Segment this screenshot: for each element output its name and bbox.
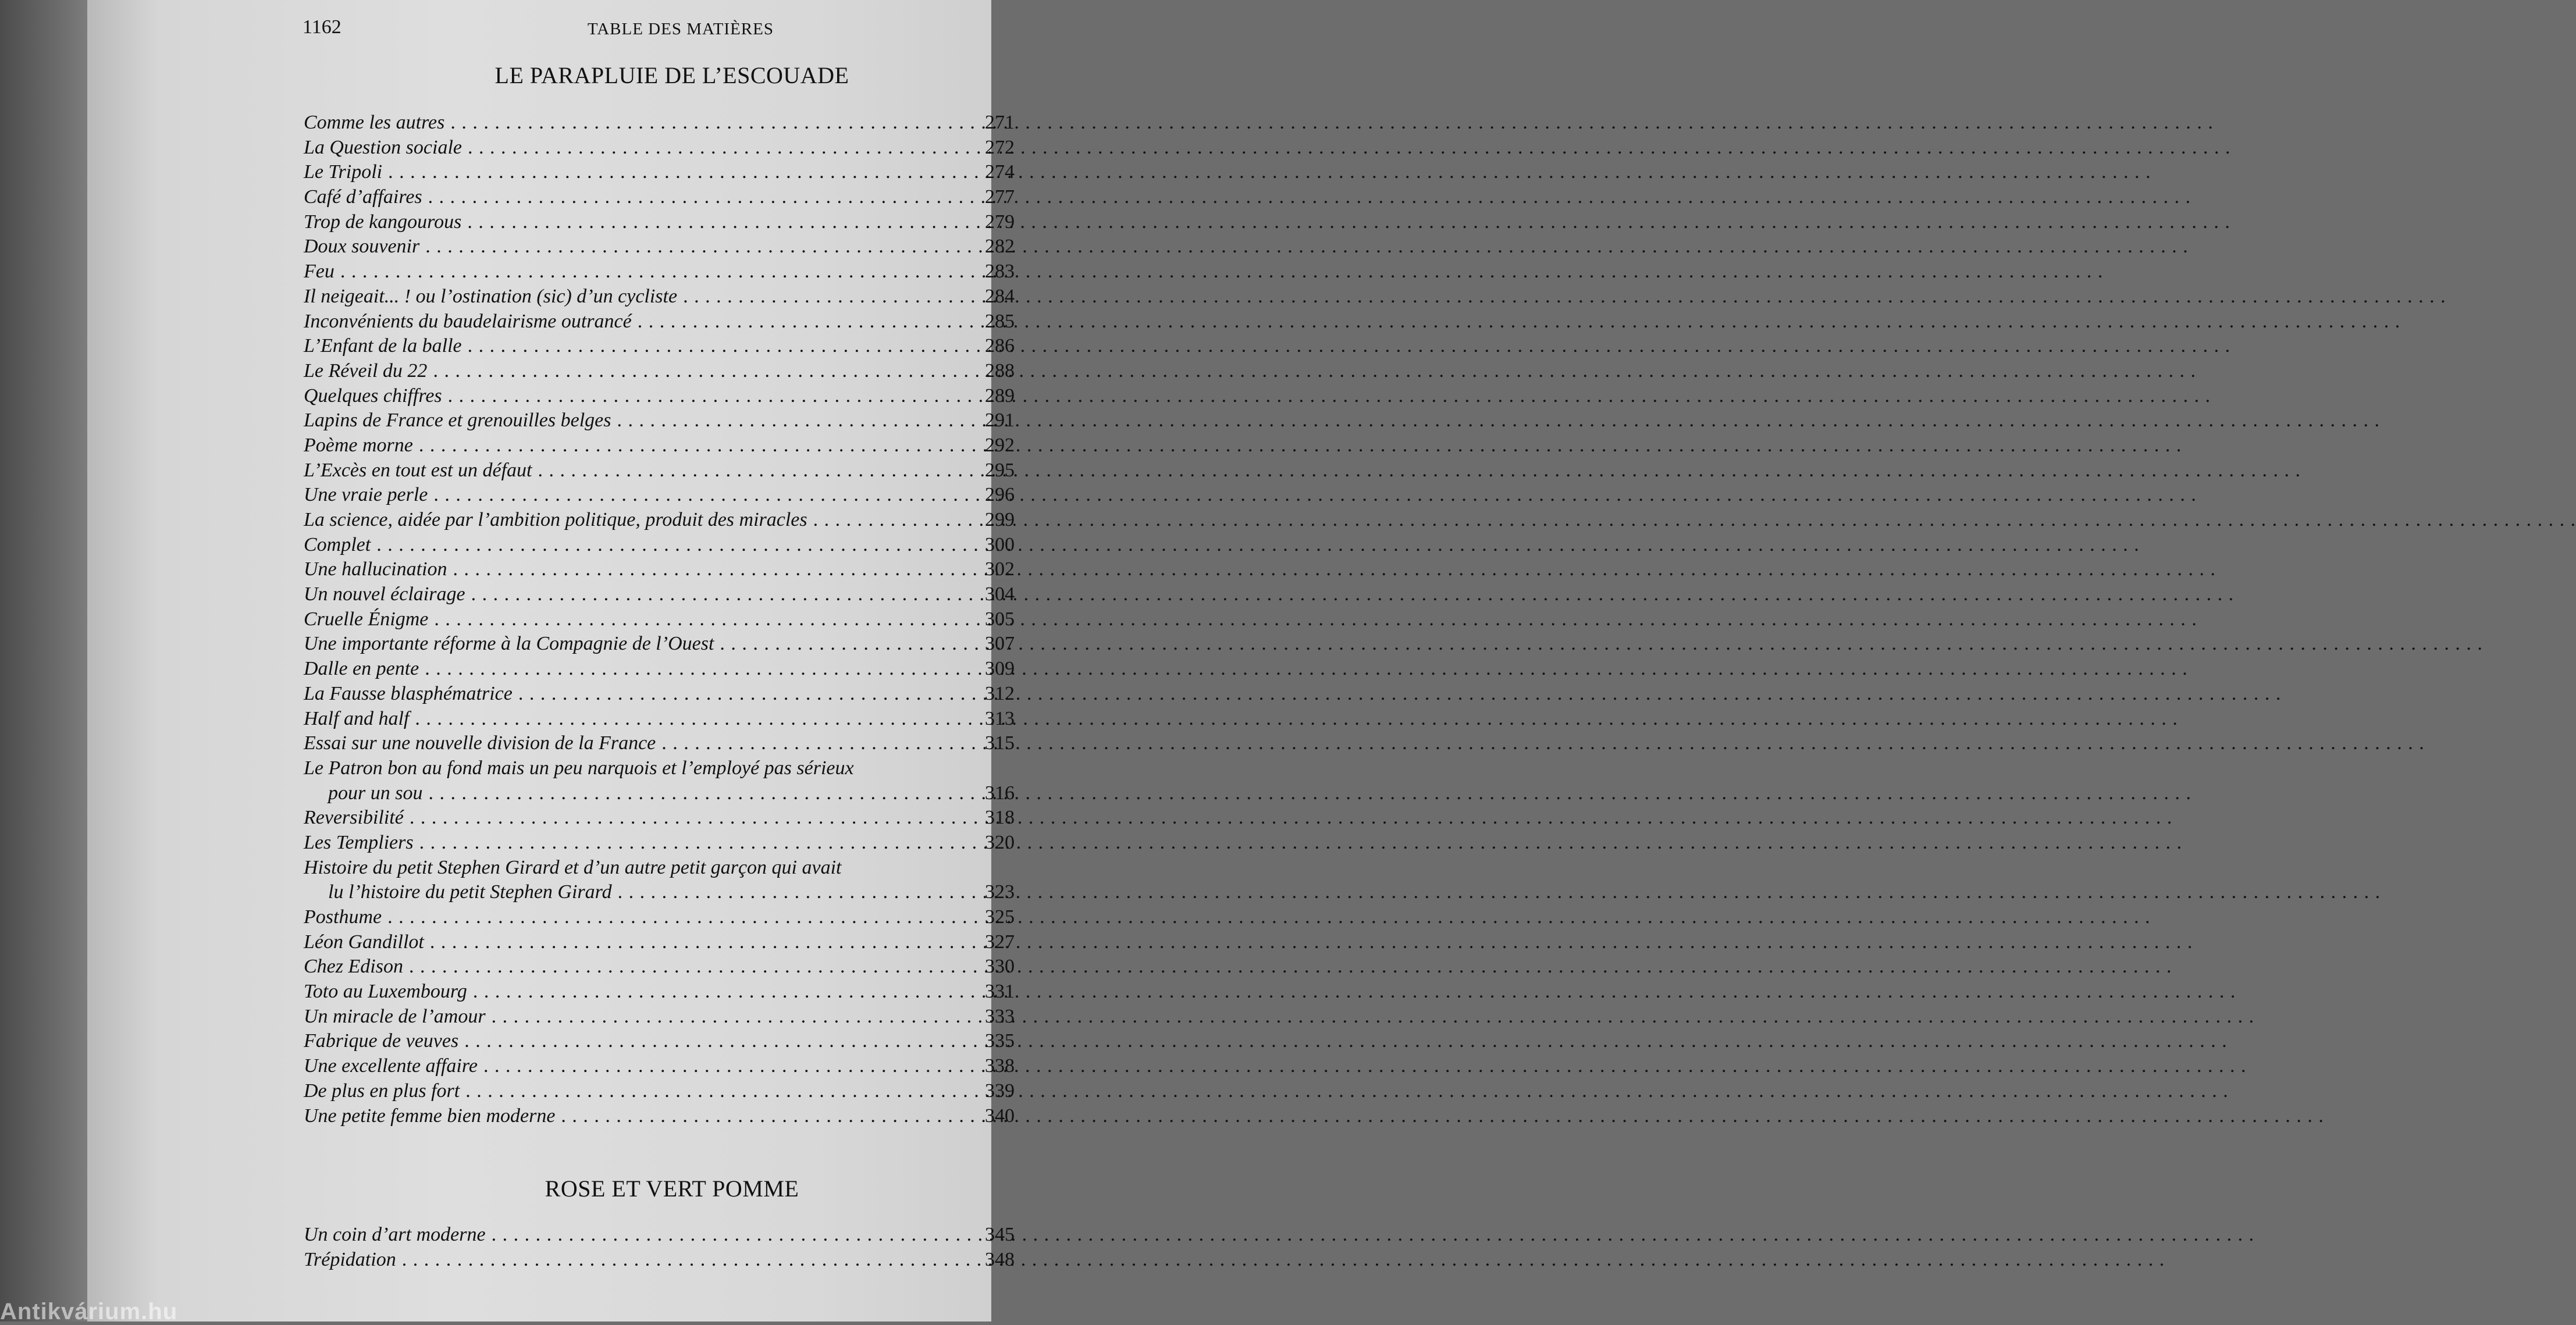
toc-entry-title-text: Inconvénients du baudelairisme outrancé xyxy=(304,310,632,332)
toc-entry-page: 285 xyxy=(985,310,1015,332)
toc-entry-page: 305 xyxy=(985,608,1015,630)
toc-entry xyxy=(304,1054,1015,1079)
toc-entry xyxy=(304,359,1015,384)
toc-entry-page: 282 xyxy=(985,236,1015,258)
toc-entry-page: 320 xyxy=(985,831,1015,853)
toc-entry-title-text: La Fausse blasphématrice xyxy=(304,682,513,704)
toc-entry-title-text: Un coin d’art moderne xyxy=(304,1224,486,1245)
book-page xyxy=(87,0,1015,1322)
toc-entry-title-text: pour un sou xyxy=(328,782,423,804)
toc-entry xyxy=(304,607,1015,632)
toc-entry-title xyxy=(304,458,939,483)
toc-entry-title xyxy=(304,905,939,930)
toc-entry-title-text: Le Patron bon au fond mais un peu narquois et l’employé pas sérieux xyxy=(304,757,854,779)
toc-entry xyxy=(304,284,1015,309)
toc-entry-title-text: Posthume xyxy=(304,906,382,928)
toc-entry-title xyxy=(304,831,939,856)
toc-entry-title xyxy=(304,111,939,136)
toc-entry xyxy=(304,954,1015,979)
toc-entry-title xyxy=(304,185,939,210)
watermark: Antikvárium.hu xyxy=(0,1299,178,1324)
toc-entry xyxy=(304,856,1015,881)
section-title-rose: ROSE ET VERT POMME xyxy=(545,1176,799,1202)
toc-entry-title-text: Toto au Luxembourg xyxy=(304,981,467,1003)
toc-entry-page: 284 xyxy=(985,285,1015,307)
toc-entry-page: 335 xyxy=(985,1030,1015,1052)
toc-entry-title xyxy=(304,1005,939,1030)
toc-entry-page: 339 xyxy=(985,1080,1015,1102)
toc-entry xyxy=(304,533,1015,558)
toc-entry-title xyxy=(304,557,939,582)
toc-entry-page: 283 xyxy=(985,261,1015,283)
toc-entry xyxy=(304,1104,1015,1129)
toc-entry-title xyxy=(304,309,939,334)
toc-entry-title-text: Café d’affaires xyxy=(304,186,422,208)
toc-entry-title xyxy=(304,483,939,508)
toc-entry-title-text: Une petite femme bien moderne xyxy=(304,1105,556,1127)
toc-entry xyxy=(304,408,1015,433)
toc-entry-title xyxy=(304,682,939,707)
toc-entry-title-text: La science, aidée par l’ambition politique, produit des miracles xyxy=(304,509,807,530)
toc-entry-title-text: De plus en plus fort xyxy=(304,1080,460,1102)
toc-entry-page: 348 xyxy=(985,1248,1015,1270)
toc-entry-title xyxy=(304,533,939,558)
toc-entry xyxy=(304,185,1015,210)
toc-entry-page: 318 xyxy=(985,807,1015,829)
toc-entry-title-text: Comme les autres xyxy=(304,112,445,133)
toc-entry xyxy=(304,880,1015,905)
toc-entry-title-text: Trépidation xyxy=(304,1248,396,1270)
toc-entry-title xyxy=(304,582,939,607)
toc-list-rose xyxy=(304,1223,1015,1272)
page-number: 1162 xyxy=(303,16,341,38)
toc-entry-title xyxy=(304,384,939,409)
toc-entry-page: 292 xyxy=(985,434,1015,456)
toc-entry-title xyxy=(304,234,939,259)
toc-entry-page: 327 xyxy=(985,931,1015,953)
toc-entry-title-text: Une importante réforme à la Compagnie de l’Ouest xyxy=(304,633,714,655)
page-header xyxy=(303,16,774,45)
toc-entry-page: 291 xyxy=(985,409,1015,432)
toc-entry-page: 288 xyxy=(985,359,1015,382)
toc-entry-page: 272 xyxy=(985,136,1015,158)
toc-entry-title-text: Complet xyxy=(304,533,371,555)
toc-entry-title xyxy=(304,806,939,831)
toc-entry-title-text: Fabrique de veuves xyxy=(304,1030,459,1052)
toc-entry-title-text: Lapins de France et grenouilles belges xyxy=(304,409,611,432)
toc-entry-title xyxy=(304,1104,939,1129)
toc-entry-title xyxy=(304,707,939,732)
toc-entry-page: 313 xyxy=(985,707,1015,729)
toc-entry-title-text: Un nouvel éclairage xyxy=(304,583,465,605)
toc-entry-title-text: Le Tripoli xyxy=(304,161,383,183)
toc-entry-title-text: Essai sur une nouvelle division de la France xyxy=(304,732,656,754)
toc-entry xyxy=(304,682,1015,707)
toc-entry-title xyxy=(304,1054,939,1079)
toc-entry-title xyxy=(304,284,939,309)
toc-entry xyxy=(304,632,1015,657)
toc-entry xyxy=(304,756,1015,781)
toc-entry xyxy=(304,234,1015,259)
toc-entry-title-text: lu l’histoire du petit Stephen Girard xyxy=(328,881,612,903)
toc-entry-title-text: Le Réveil du 22 xyxy=(304,359,428,382)
toc-entry-title-text: La Question sociale xyxy=(304,136,462,158)
toc-entry-title xyxy=(304,334,939,359)
toc-entry xyxy=(304,334,1015,359)
toc-list-parapluie xyxy=(304,111,1015,1128)
toc-entry xyxy=(304,1005,1015,1030)
toc-entry-page: 325 xyxy=(985,906,1015,928)
toc-entry-title xyxy=(304,979,939,1005)
toc-entry-title-text: Histoire du petit Stephen Girard et d’un autre petit garçon qui avait xyxy=(304,856,842,878)
toc-entry-title-text: Cruelle Énigme xyxy=(304,608,429,630)
toc-entry-title-text: Trop de kangourous xyxy=(304,211,462,233)
toc-entry-title-text: Poème morne xyxy=(304,434,413,456)
toc-entry-title-text: Chez Edison xyxy=(304,956,403,978)
toc-entry-title-text: L’Enfant de la balle xyxy=(304,335,462,357)
toc-entry xyxy=(304,831,1015,856)
toc-entry xyxy=(304,557,1015,582)
toc-entry-title-text: Half and half xyxy=(304,707,410,729)
toc-entry xyxy=(304,1029,1015,1054)
toc-entry-page: 289 xyxy=(985,384,1015,407)
toc-entry-title xyxy=(304,1223,939,1248)
toc-entry-title xyxy=(304,433,939,458)
toc-entry xyxy=(304,657,1015,682)
toc-entry-title-text: Quelques chiffres xyxy=(304,384,442,407)
toc-entry-page: 330 xyxy=(985,956,1015,978)
toc-entry-page: 279 xyxy=(985,211,1015,233)
toc-entry xyxy=(304,259,1015,284)
toc-entry xyxy=(304,1248,1015,1273)
toc-entry xyxy=(304,111,1015,136)
toc-entry-title-text: Les Templiers xyxy=(304,831,414,853)
toc-entry-title xyxy=(304,408,939,433)
toc-entry-title xyxy=(304,930,939,955)
toc-entry xyxy=(304,707,1015,732)
toc-entry-page: 295 xyxy=(985,459,1015,481)
toc-entry-page: 304 xyxy=(985,583,1015,605)
toc-entry-page: 312 xyxy=(985,682,1015,704)
toc-entry-title xyxy=(328,781,939,806)
toc-entry xyxy=(304,582,1015,607)
toc-entry-title xyxy=(328,880,939,905)
toc-entry-title-text: Une hallucination xyxy=(304,558,447,580)
toc-entry xyxy=(304,905,1015,930)
toc-entry xyxy=(304,979,1015,1005)
toc-entry-title xyxy=(304,508,939,533)
toc-entry-title-text: Un miracle de l’amour xyxy=(304,1005,486,1027)
toc-entry xyxy=(304,930,1015,955)
toc-entry-title xyxy=(304,756,939,781)
toc-entry xyxy=(304,309,1015,334)
toc-entry-page: 316 xyxy=(985,782,1015,804)
binding-shadow xyxy=(0,0,102,1322)
toc-entry-title xyxy=(304,731,939,756)
toc-entry-title xyxy=(304,856,939,881)
toc-entry xyxy=(304,458,1015,483)
toc-entry-title xyxy=(304,1248,939,1273)
toc-entry-title-text: Feu xyxy=(304,261,335,283)
toc-entry-title xyxy=(304,1029,939,1054)
toc-entry xyxy=(304,136,1015,161)
toc-entry-page: 338 xyxy=(985,1055,1015,1077)
toc-entry-title xyxy=(304,160,939,185)
toc-entry xyxy=(304,384,1015,409)
toc-entry-page: 331 xyxy=(985,981,1015,1003)
toc-entry-page: 286 xyxy=(985,335,1015,357)
toc-entry xyxy=(304,508,1015,533)
toc-entry xyxy=(304,1223,1015,1248)
section-title-parapluie: LE PARAPLUIE DE L’ESCOUADE xyxy=(494,62,849,88)
toc-entry-page: 309 xyxy=(985,658,1015,680)
toc-entry-title-text: Une excellente affaire xyxy=(304,1055,478,1077)
toc-entry xyxy=(304,433,1015,458)
toc-entry-title xyxy=(304,1079,939,1104)
toc-entry-page: 299 xyxy=(985,509,1015,530)
toc-entry-page: 296 xyxy=(985,484,1015,506)
running-title: TABLE DES MATIÈRES xyxy=(587,20,774,38)
toc-entry xyxy=(304,731,1015,756)
toc-entry xyxy=(304,210,1015,235)
toc-entry-title xyxy=(304,210,939,235)
toc-entry xyxy=(304,1079,1015,1104)
toc-entry-page: 345 xyxy=(985,1224,1015,1245)
toc-entry-page: 323 xyxy=(985,881,1015,903)
toc-entry-page: 315 xyxy=(985,732,1015,754)
toc-entry-page: 333 xyxy=(985,1005,1015,1027)
toc-entry xyxy=(304,483,1015,508)
toc-entry-title-text: Une vraie perle xyxy=(304,484,428,506)
toc-entry-page: 274 xyxy=(985,161,1015,183)
toc-entry-page: 340 xyxy=(985,1105,1015,1127)
toc-entry-title-text: Dalle en pente xyxy=(304,658,419,680)
toc-entry-page: 300 xyxy=(985,533,1015,555)
toc-entry xyxy=(304,806,1015,831)
toc-entry xyxy=(304,781,1015,806)
toc-entry-title-text: L’Excès en tout est un défaut xyxy=(304,459,532,481)
toc-entry-title xyxy=(304,607,939,632)
toc-entry-title-text: Doux souvenir xyxy=(304,236,420,258)
toc-entry-title xyxy=(304,632,939,657)
toc-entry-page: 277 xyxy=(985,186,1015,208)
toc-entry-title-text: Il neigeait... ! ou l’ostination (sic) d’un cycliste xyxy=(304,285,678,307)
toc-entry-title xyxy=(304,259,939,284)
toc-entry-title-text: Léon Gandillot xyxy=(304,931,424,953)
toc-entry-title xyxy=(304,359,939,384)
toc-entry-title xyxy=(304,657,939,682)
toc-entry-title xyxy=(304,136,939,161)
toc-entry-page: 307 xyxy=(985,633,1015,655)
toc-entry xyxy=(304,160,1015,185)
toc-entry-page: 271 xyxy=(985,112,1015,133)
toc-entry-title xyxy=(304,954,939,979)
toc-entry-title-text: Reversibilité xyxy=(304,807,404,829)
toc-entry-page: 302 xyxy=(985,558,1015,580)
